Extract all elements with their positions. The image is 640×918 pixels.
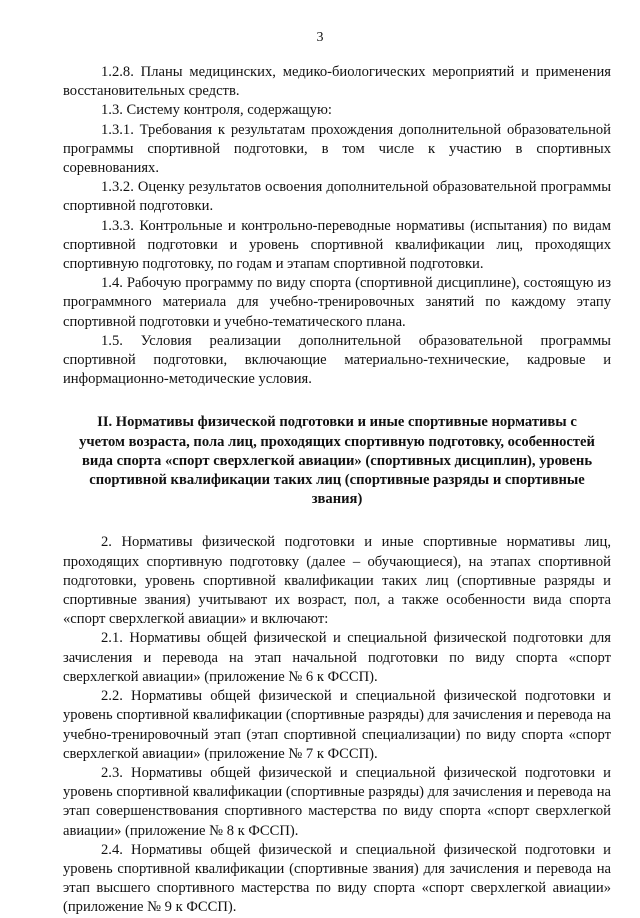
paragraph-2-4: 2.4. Нормативы общей физической и специальной физической подготовки и уровень спортивной квалификации (спортивные звания) для зачисления и перевода на этап высшего спортивного мастерства по виду спорта «спорт сверхлегкой авиации» (приложение № 9 к ФССП).	[63, 841, 611, 916]
paragraph-1-4: 1.4. Рабочую программу по виду спорта (спортивной дисциплине), состоящую из программного материала для учебно-тренировочных занятий по каждому этапу спортивной подготовки и учебно-тематического плана.	[63, 275, 611, 330]
paragraph-2: 2. Нормативы физической подготовки и иные спортивные нормативы лиц, проходящих спортивную подготовку (далее – обучающиеся), на этапах спортивной подготовки, уровень спортивной квалификации таких лиц (спортивные разряды и спортивные звания) учитывают их возраст, пол, а также особенности вида спорта «спорт сверхлегкой авиации» и включают:	[63, 534, 611, 628]
paragraph-1-5: 1.5. Условия реализации дополнительной образовательной программы спортивной подготовки, включающие материально-технические, кадровые и информационно-методические условия.	[63, 332, 611, 388]
document-body	[63, 63, 611, 918]
paragraph-2-2: 2.2. Нормативы общей физической и специальной физической подготовки и уровень спортивной квалификации (спортивные разряды) для зачисления и перевода на учебно-тренировочный этап (этап спортивной специализации) по виду спорта «спорт сверхлегкой авиации» (приложение № 7 к ФССП).	[63, 688, 611, 762]
paragraph-1-2-8: 1.2.8. Планы медицинских, медико-биологических мероприятий и применения восстановительных средств.	[63, 64, 611, 100]
paragraph-1-3-3: 1.3.3. Контрольные и контрольно-переводные нормативы (испытания) по видам спортивной подготовки и уровень спортивной квалификации лиц, проходящих спортивную подготовку, по годам и этапам спортивной подготовки.	[63, 217, 611, 273]
paragraph-2-3: 2.3. Нормативы общей физической и специальной физической подготовки и уровень спортивной квалификации (спортивные разряды) для зачисления и перевода на этап совершенствования спортивного мастерства по виду спорта «спорт сверхлегкой авиации» (приложение № 8 к ФССП).	[63, 764, 611, 839]
paragraph-1-3: 1.3. Систему контроля, содержащую:	[101, 102, 332, 119]
paragraph-1-3-1: 1.3.1. Требования к результатам прохождения дополнительной образовательной программы спортивной подготовки, в том числе к участию в спортивных соревнованиях.	[63, 121, 611, 177]
spacer	[63, 509, 611, 533]
section-heading: II. Нормативы физической подготовки и иные спортивные нормативы с учетом возраста, пола лиц, проходящих спортивную подготовку, особенностей вида спорта «спорт сверхлегкой авиации» (спортивных дисциплин), уровень спортивной квалификации таких лиц (спортивные разряды и спортивные звания)	[79, 414, 595, 508]
page-number: 3	[316, 30, 324, 45]
paragraph-1-3-2: 1.3.2. Оценку результатов освоения дополнительной образовательной программы спортивной подготовки.	[63, 179, 611, 215]
paragraph-2-1: 2.1. Нормативы общей физической и специальной физической подготовки для зачисления и перевода на этап начальной подготовки по виду спорта «спорт сверхлегкой авиации» (приложение № 6 к ФССП).	[63, 630, 611, 685]
